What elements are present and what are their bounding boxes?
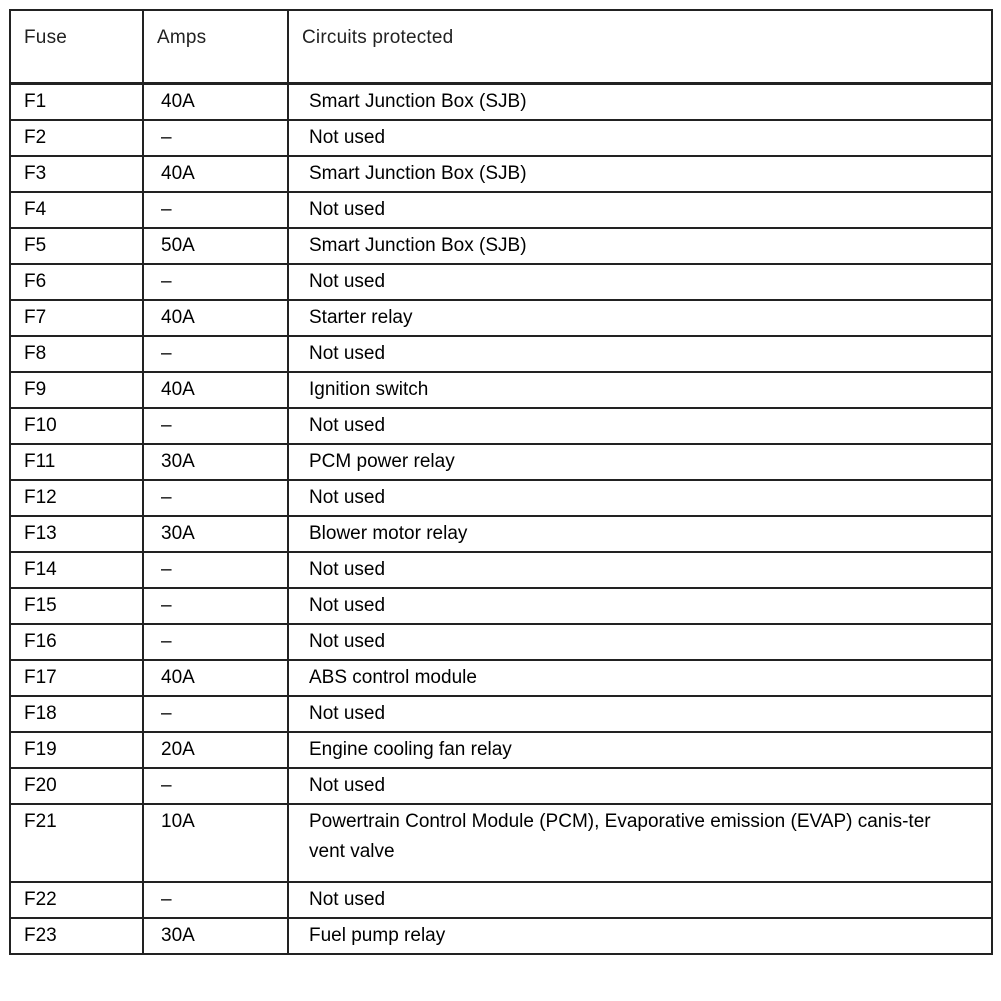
amps-cell: 40A [143, 372, 288, 408]
circuit-cell: Engine cooling fan relay [288, 732, 992, 768]
table-row [10, 444, 992, 480]
fuse-cell: F15 [10, 588, 143, 624]
amps-cell: – [143, 768, 288, 804]
fuse-table [9, 9, 993, 955]
amps-cell: – [143, 696, 288, 732]
fuse-cell: F3 [10, 156, 143, 192]
table-row [10, 804, 992, 882]
amps-cell: 30A [143, 918, 288, 954]
amps-cell: 30A [143, 444, 288, 480]
table-row [10, 660, 992, 696]
amps-cell: – [143, 552, 288, 588]
fuse-table-container [9, 9, 991, 955]
table-row [10, 156, 992, 192]
fuse-cell: F1 [10, 84, 143, 121]
table-body [10, 84, 992, 955]
circuit-cell: Smart Junction Box (SJB) [288, 84, 992, 121]
circuit-cell: Not used [288, 408, 992, 444]
table-row [10, 336, 992, 372]
amps-cell: 40A [143, 156, 288, 192]
column-header-fuse: Fuse [10, 10, 143, 84]
amps-cell: 40A [143, 300, 288, 336]
table-row [10, 882, 992, 918]
table-row [10, 120, 992, 156]
fuse-cell: F5 [10, 228, 143, 264]
table-row [10, 84, 992, 121]
fuse-cell: F2 [10, 120, 143, 156]
circuit-cell: Not used [288, 552, 992, 588]
fuse-cell: F14 [10, 552, 143, 588]
amps-cell: – [143, 408, 288, 444]
circuit-cell: Not used [288, 336, 992, 372]
circuit-cell: Starter relay [288, 300, 992, 336]
fuse-cell: F4 [10, 192, 143, 228]
amps-cell: 20A [143, 732, 288, 768]
amps-cell: – [143, 624, 288, 660]
table-row [10, 480, 992, 516]
amps-cell: 30A [143, 516, 288, 552]
fuse-cell: F16 [10, 624, 143, 660]
fuse-cell: F19 [10, 732, 143, 768]
circuit-cell: Not used [288, 264, 992, 300]
table-row [10, 192, 992, 228]
table-row [10, 372, 992, 408]
circuit-cell: Not used [288, 624, 992, 660]
circuit-cell: Ignition switch [288, 372, 992, 408]
table-row [10, 918, 992, 954]
amps-cell: – [143, 264, 288, 300]
amps-cell: – [143, 588, 288, 624]
table-row [10, 696, 992, 732]
circuit-cell: ABS control module [288, 660, 992, 696]
table-row [10, 408, 992, 444]
circuit-cell: Not used [288, 882, 992, 918]
circuit-cell: Not used [288, 120, 992, 156]
circuit-cell: Not used [288, 696, 992, 732]
fuse-cell: F11 [10, 444, 143, 480]
table-row [10, 768, 992, 804]
fuse-cell: F23 [10, 918, 143, 954]
table-row [10, 264, 992, 300]
table-row [10, 300, 992, 336]
circuit-cell: Not used [288, 588, 992, 624]
column-header-circuits: Circuits protected [288, 10, 992, 84]
circuit-cell: Not used [288, 768, 992, 804]
table-row [10, 552, 992, 588]
fuse-cell: F18 [10, 696, 143, 732]
amps-cell: – [143, 192, 288, 228]
circuit-cell: PCM power relay [288, 444, 992, 480]
fuse-cell: F12 [10, 480, 143, 516]
column-header-amps: Amps [143, 10, 288, 84]
fuse-cell: F21 [10, 804, 143, 882]
table-row [10, 624, 992, 660]
circuit-cell: Smart Junction Box (SJB) [288, 228, 992, 264]
amps-cell: – [143, 336, 288, 372]
amps-cell: 10A [143, 804, 288, 882]
circuit-cell: Not used [288, 480, 992, 516]
circuit-cell: Blower motor relay [288, 516, 992, 552]
table-row [10, 228, 992, 264]
fuse-cell: F7 [10, 300, 143, 336]
table-header-row [10, 10, 992, 84]
table-row [10, 516, 992, 552]
fuse-cell: F13 [10, 516, 143, 552]
amps-cell: 40A [143, 84, 288, 121]
circuit-cell: Powertrain Control Module (PCM), Evaporative emission (EVAP) canis-ter vent valve [288, 804, 992, 882]
fuse-cell: F22 [10, 882, 143, 918]
fuse-cell: F6 [10, 264, 143, 300]
table-row [10, 732, 992, 768]
fuse-cell: F10 [10, 408, 143, 444]
amps-cell: – [143, 120, 288, 156]
circuit-cell: Smart Junction Box (SJB) [288, 156, 992, 192]
fuse-cell: F17 [10, 660, 143, 696]
amps-cell: – [143, 480, 288, 516]
amps-cell: – [143, 882, 288, 918]
fuse-cell: F20 [10, 768, 143, 804]
table-row [10, 588, 992, 624]
circuit-cell: Fuel pump relay [288, 918, 992, 954]
circuit-cell: Not used [288, 192, 992, 228]
amps-cell: 50A [143, 228, 288, 264]
fuse-cell: F8 [10, 336, 143, 372]
amps-cell: 40A [143, 660, 288, 696]
fuse-cell: F9 [10, 372, 143, 408]
